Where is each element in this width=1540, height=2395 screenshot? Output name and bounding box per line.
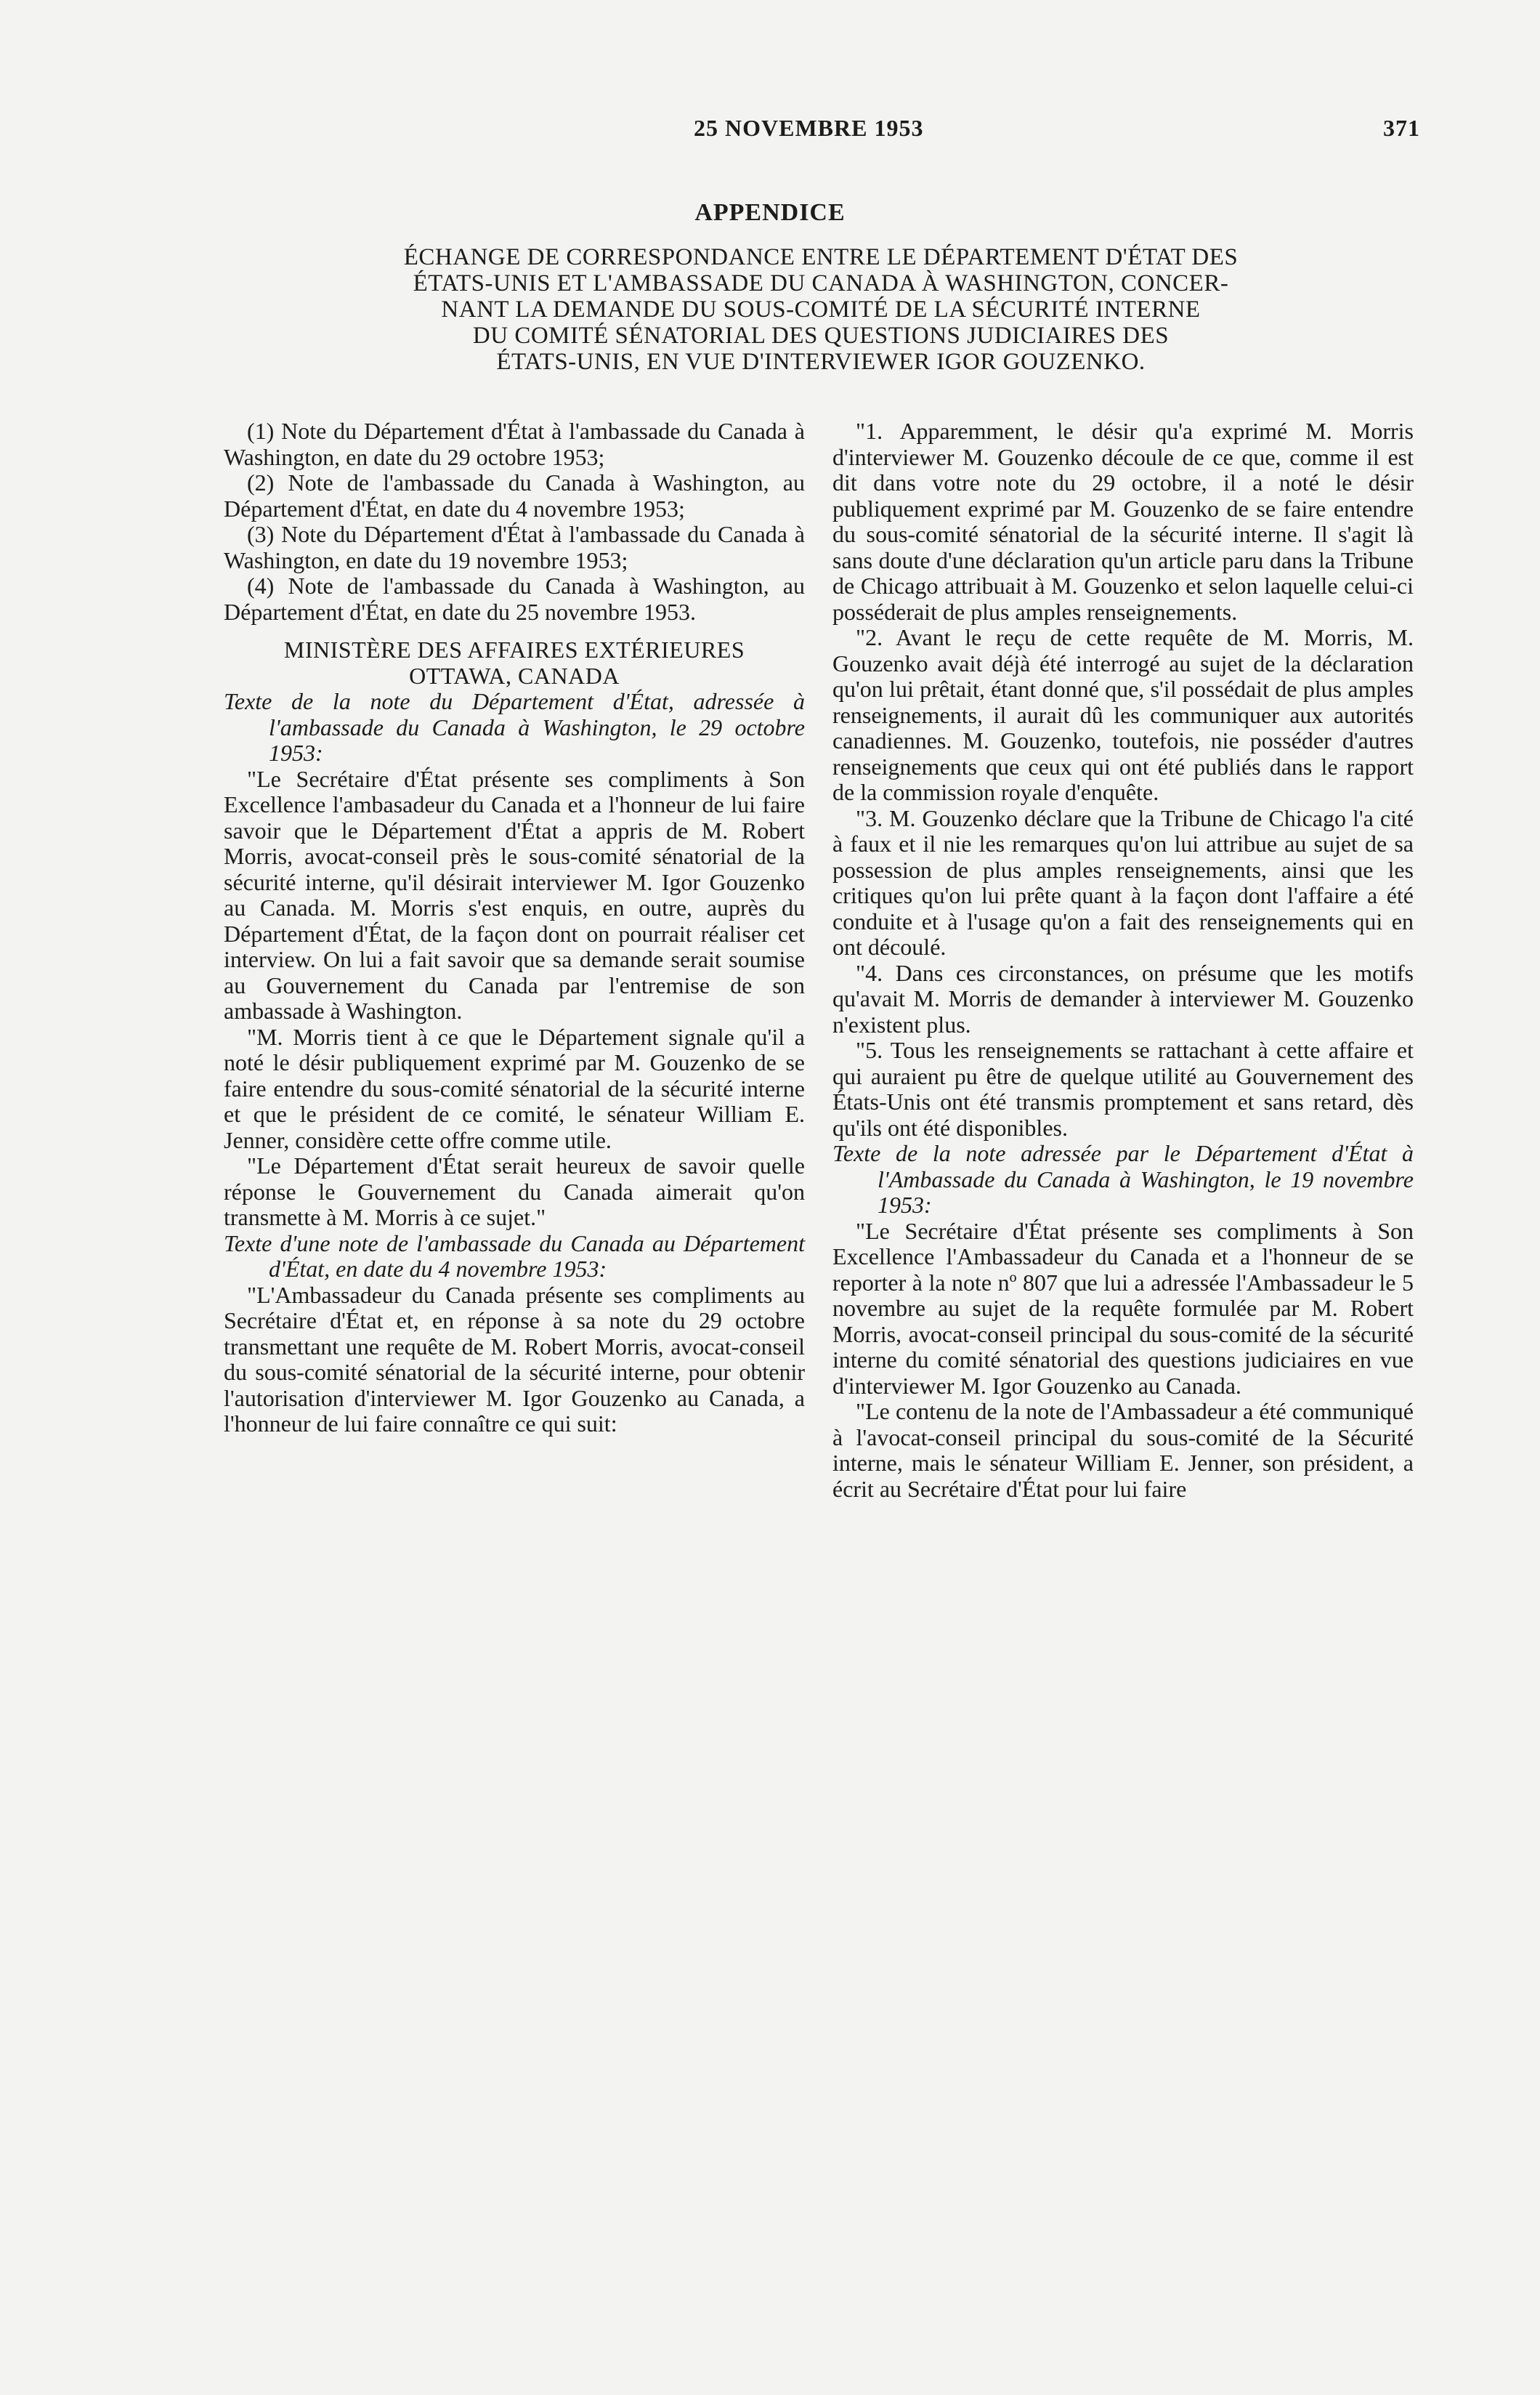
paragraph: "5. Tous les renseignements se rattachant à cette affaire et qui auraient pu être de quelque utilité au Gouvernement des États-Unis ont été transmis promptement et sans retard, dès qu'ils ont été disponibles.: [832, 1037, 1414, 1141]
paragraph: "4. Dans ces circonstances, on présume que les motifs qu'avait M. Morris de demander à interviewer M. Gouzenko n'existent plus.: [832, 959, 1414, 1038]
paragraph: "Le Secrétaire d'État présente ses compliments à Son Excellence l'ambasadeur du Canada et a l'honneur de lui faire savoir que le Département d'État a appris de M. Robert Morris, avocat-conseil près le sous-comité sénatorial de la sécurité interne, qu'il désirait interviewer M. Igor Gouzenko au Canada. M. Morris s'est enquis, en outre, auprès du Département d'État, de la façon dont on pourrait réaliser cet interview. On lui a fait savoir que sa demande serait soumise au Gouvernement du Canada par l'entremise de son ambassade à Washington.: [224, 765, 805, 1024]
paragraph: "M. Morris tient à ce que le Département signale qu'il a noté le désir publiquement exprimé par M. Gouzenko de se faire entendre du sous-comité sénatorial de la sécurité interne et que le président de ce comité, le sénateur William E. Jenner, considère cette offre comme utile.: [224, 1023, 805, 1153]
title-line: DU COMITÉ SÉNATORIAL DES QUESTIONS JUDICIAIRES DES: [472, 323, 1170, 349]
title-line: ÉTATS-UNIS ET L'AMBASSADE DU CANADA À WASHINGTON, CONCER-: [413, 270, 1229, 296]
ministry-name: MINISTÈRE DES AFFAIRES EXTÉRIEURES: [283, 637, 745, 663]
list-item: (2) Note de l'ambassade du Canada à Washington, au Département d'État, en date du 4 novembre 1953;: [224, 469, 805, 522]
ministry-heading: [224, 637, 805, 689]
document-title: [222, 244, 1420, 375]
title-line: ÉTATS-UNIS, EN VUE D'INTERVIEWER IGOR GOUZENKO.: [496, 349, 1146, 375]
paragraph: "Le Secrétaire d'État présente ses compliments à Son Excellence l'Ambassadeur du Canada et a l'honneur de se reporter à la note nº 807 que lui a adressée l'Ambassadeur le 5 novembre au sujet de la requête formulée par M. Robert Morris, avocat-conseil principal du sous-comité de la sécurité interne du comité sénatorial des questions judiciaires en vue d'interviewer M. Igor Gouzenko au Canada.: [832, 1217, 1414, 1399]
list-item: (3) Note du Département d'État à l'ambassade du Canada à Washington, en date du 19 novembre 1953;: [224, 521, 805, 573]
paragraph: "1. Apparemment, le désir qu'a exprimé M. Morris d'interviewer M. Gouzenko découle de ce que, comme il est dit dans votre note du 29 octobre, il a noté le désir publiquement exprimé par M. Gouzenko de se faire entendre du sous-comité sénatorial de la sécurité interne. Il s'agit là sans doute d'une déclaration qu'un article paru dans la Tribune de Chicago attribuait à M. Gouzenko et selon laquelle celui-ci posséderait de plus amples renseignements.: [832, 418, 1414, 625]
title-line: NANT LA DEMANDE DU SOUS-COMITÉ DE LA SÉCURITÉ INTERNE: [441, 296, 1201, 323]
note-heading: Texte de la note adressée par le Département d'État à l'Ambassade du Canada à Washington, le 19 novembre 1953:: [832, 1140, 1414, 1218]
page-number: 371: [1383, 115, 1420, 141]
appendix-title: APPENDICE: [694, 199, 846, 226]
header-date: 25 NOVEMBRE 1953: [694, 115, 924, 141]
paragraph: "2. Avant le reçu de cette requête de M. Morris, M. Gouzenko avait déjà été interrogé au sujet de la déclaration qu'on lui prêtait, étant donné que, s'il possédait de plus amples renseignements, il aurait dû les communiquer aux autorités canadiennes. M. Gouzenko, toutefois, nie posséder d'autres renseignements que ceux qui ont été publiés dans le rapport de la commission royale d'enquête.: [832, 624, 1414, 805]
note-heading: Texte d'une note de l'ambassade du Canada au Département d'État, en date du 4 novembre 1953:: [224, 1229, 805, 1282]
left-column: [224, 419, 805, 1437]
title-line: ÉCHANGE DE CORRESPONDANCE ENTRE LE DÉPARTEMENT D'ÉTAT DES: [403, 244, 1239, 270]
list-item: (1) Note du Département d'État à l'ambassade du Canada à Washington, en date du 29 octobre 1953;: [224, 418, 805, 470]
ministry-location: OTTAWA, CANADA: [409, 663, 620, 689]
paragraph: "3. M. Gouzenko déclare que la Tribune de Chicago l'a cité à faux et il nie les remarques qu'on lui attribue au sujet de sa possession de plus amples renseignements, ainsi que les critiques qu'on lui prête quant à la façon dont l'affaire a été conduite et à l'usage qu'on a fait des renseignements qui en ont découlé.: [832, 804, 1414, 960]
list-item: (4) Note de l'ambassade du Canada à Washington, au Département d'État, en date du 25 novembre 1953.: [224, 573, 805, 625]
paragraph: "Le contenu de la note de l'Ambassadeur a été communiqué à l'avocat-conseil principal du sous-comité de la Sécurité interne, mais le sénateur William E. Jenner, son président, a écrit au Secrétaire d'État pour lui faire: [832, 1398, 1414, 1502]
note-heading: Texte de la note du Département d'État, adressée à l'ambassade du Canada à Washington, le 29 octobre 1953:: [224, 688, 805, 766]
paragraph: "L'Ambassadeur du Canada présente ses compliments au Secrétaire d'État et, en réponse à sa note du 29 octobre transmettant une requête de M. Robert Morris, avocat-conseil du sous-comité sénatorial de la sécurité interne, pour obtenir l'autorisation d'interviewer M. Igor Gouzenko au Canada, a l'honneur de lui faire connaître ce qui suit:: [224, 1281, 805, 1437]
paragraph: "Le Département d'État serait heureux de savoir quelle réponse le Gouvernement du Canada aimerait qu'on transmette à M. Morris à ce sujet.": [224, 1152, 805, 1230]
right-column: [832, 419, 1414, 1502]
